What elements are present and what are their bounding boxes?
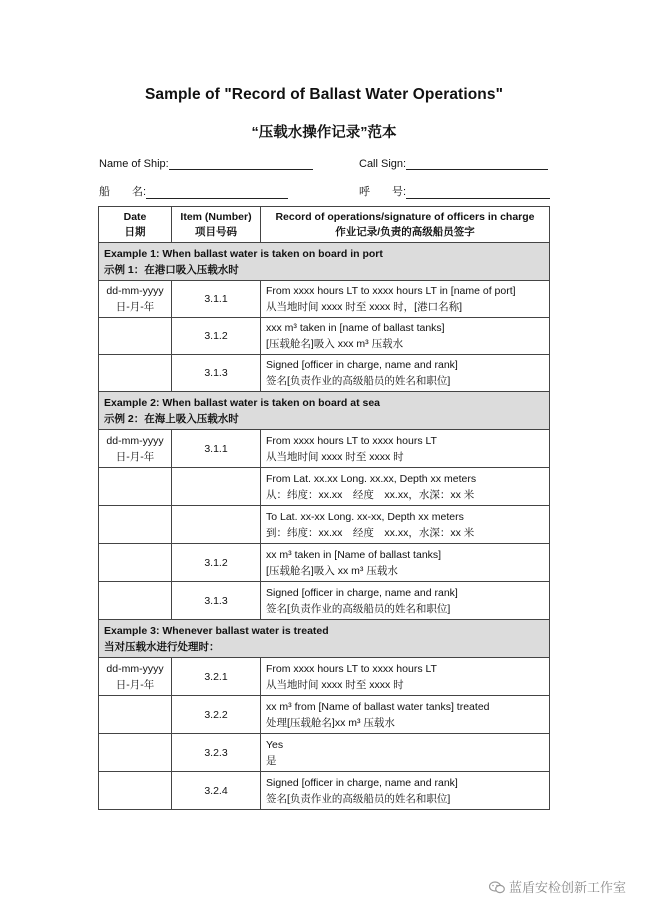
record-text-en: To Lat. xx-xx Long. xx-xx, Depth xx meters <box>266 510 464 523</box>
item-cell <box>172 318 261 355</box>
table-row <box>99 696 550 734</box>
record-cell <box>261 281 550 318</box>
date-cell <box>99 658 172 696</box>
date-cell <box>99 734 172 772</box>
item-cell <box>172 734 261 772</box>
record-text-en: Signed [officer in charge, name and rank] <box>266 359 458 371</box>
date-cell <box>99 318 172 355</box>
item-number: 3.1.1 <box>204 293 228 305</box>
record-text-zh: [压载舱名]吸入 xxx m³ 压载水 <box>266 338 404 350</box>
record-cell <box>261 544 550 582</box>
item-cell <box>172 468 261 506</box>
table-row <box>99 355 550 392</box>
record-text-zh: 签名[负责作业的高级船员的姓名和职位] <box>266 602 451 615</box>
record-text-zh: 从当地时间 xxxx 时至 xxxx 时 <box>266 678 404 691</box>
date-value-zh: 日-月-年 <box>115 301 155 313</box>
item-cell <box>172 544 261 582</box>
document-title-zh: “压载水操作记录”范本 <box>251 125 397 141</box>
table-body <box>99 243 550 810</box>
table-row <box>99 658 550 696</box>
date-cell <box>99 468 172 506</box>
section-row <box>99 243 550 281</box>
call-sign-line <box>406 157 548 170</box>
item-cell <box>172 281 261 318</box>
record-text-zh: 签名[负责作业的高级船员的姓名和职位] <box>266 375 451 387</box>
item-number: 3.2.1 <box>204 670 228 683</box>
record-cell <box>261 658 550 696</box>
table-row <box>99 281 550 318</box>
item-cell <box>172 658 261 696</box>
item-number: 3.1.3 <box>204 594 228 607</box>
date-cell <box>99 355 172 392</box>
record-text-en: From xxxx hours LT to xxxx hours LT <box>266 662 437 675</box>
date-cell <box>99 430 172 468</box>
table-row <box>99 318 550 355</box>
table-row <box>99 772 550 810</box>
date-value: dd-mm-yyyy <box>106 662 164 675</box>
record-text-en: Signed [officer in charge, name and rank] <box>266 586 458 599</box>
record-text-zh: 处理[压载舱名]xx m³ 压载水 <box>266 716 395 729</box>
date-value: dd-mm-yyyy <box>106 434 164 447</box>
date-cell <box>99 281 172 318</box>
item-cell <box>172 506 261 544</box>
ship-name-field-zh <box>99 183 288 199</box>
section-title-en: Example 2: When ballast water is taken on board at sea <box>104 396 381 409</box>
record-cell <box>261 772 550 810</box>
ship-name-field <box>99 157 313 170</box>
section-title <box>99 243 550 281</box>
date-value-zh: 日-月-年 <box>115 450 155 463</box>
ship-name-label: Name of Ship: <box>99 158 169 170</box>
item-cell <box>172 696 261 734</box>
record-text-zh: 是 <box>266 754 277 767</box>
item-number: 3.1.2 <box>204 556 228 569</box>
ship-name-label-zh: 船 名: <box>99 186 147 198</box>
ship-name-line <box>169 157 313 170</box>
section-title <box>99 392 550 430</box>
table-row <box>99 544 550 582</box>
date-cell <box>99 544 172 582</box>
record-cell <box>261 582 550 620</box>
record-text-en: From xxxx hours LT to xxxx hours LT in [name of port] <box>266 285 516 297</box>
table-header-row <box>99 207 550 243</box>
section-row <box>99 620 550 658</box>
call-sign-field <box>359 157 548 170</box>
item-cell <box>172 430 261 468</box>
header-date: Date 日期 <box>99 207 172 243</box>
record-text-zh: 从当地时间 xxxx 时至 xxxx 时 <box>266 450 404 463</box>
document-title: Sample of "Record of Ballast Water Operations" <box>144 86 504 103</box>
record-cell <box>261 506 550 544</box>
header-item: Item (Number) 项目号码 <box>172 207 261 243</box>
call-sign-label: Call Sign: <box>359 158 407 170</box>
date-cell <box>99 582 172 620</box>
item-cell <box>172 772 261 810</box>
section-title-zh: 示例 2：在海上吸入压载水时 <box>104 412 239 425</box>
header-record: Record of operations/signature of officers in charge 作业记录/负责的高级船员签字 <box>261 207 550 243</box>
record-text-en: xx m³ taken in [Name of ballast tanks] <box>266 548 442 561</box>
call-sign-line-zh <box>406 186 550 199</box>
section-title-en: Example 3: Whenever ballast water is treated <box>104 624 329 637</box>
date-cell <box>99 696 172 734</box>
table-row <box>99 430 550 468</box>
record-text-zh: 签名[负责作业的高级船员的姓名和职位] <box>266 792 451 805</box>
date-cell <box>99 506 172 544</box>
record-text-en: From xxxx hours LT to xxxx hours LT <box>266 434 437 447</box>
date-value-zh: 日-月-年 <box>115 678 155 691</box>
record-text-en: xx m³ from [Name of ballast water tanks] treated <box>266 700 490 713</box>
table-row <box>99 468 550 506</box>
record-text-zh: [压载舱名]吸入 xx m³ 压载水 <box>266 564 398 577</box>
record-cell <box>261 468 550 506</box>
call-sign-label-zh: 呼 号: <box>359 186 407 198</box>
date-cell <box>99 772 172 810</box>
section-title <box>99 620 550 658</box>
call-sign-field-zh <box>359 183 550 199</box>
record-text-en: Yes <box>266 738 284 751</box>
table-row <box>99 582 550 620</box>
item-cell <box>172 582 261 620</box>
record-cell <box>261 430 550 468</box>
watermark <box>489 877 626 896</box>
record-text-zh: 从：纬度：xx.xx 经度 xx.xx，水深：xx 米 <box>266 488 475 501</box>
record-cell <box>261 355 550 392</box>
table-row <box>99 734 550 772</box>
record-text-en: Signed [officer in charge, name and rank] <box>266 776 458 789</box>
item-number: 3.2.3 <box>204 746 228 759</box>
section-title-zh: 当对压载水进行处理时： <box>104 640 220 653</box>
item-number: 3.1.1 <box>204 442 228 455</box>
item-number: 3.1.2 <box>204 330 228 342</box>
record-text-en: xxx m³ taken in [name of ballast tanks] <box>266 322 445 334</box>
wechat-icon <box>489 881 505 894</box>
record-text-zh: 从当地时间 xxxx 时至 xxxx 时，[港口名称] <box>266 301 463 313</box>
date-value: dd-mm-yyyy <box>106 285 164 297</box>
record-text-zh: 到：纬度：xx.xx 经度 xx.xx，水深：xx 米 <box>266 526 475 539</box>
record-cell <box>261 318 550 355</box>
item-cell <box>172 355 261 392</box>
ballast-record-table <box>98 206 550 810</box>
section-title-zh: 示例 1：在港口吸入压载水时 <box>104 263 239 276</box>
section-row <box>99 392 550 430</box>
watermark-text: 蓝盾安检创新工作室 <box>508 881 626 896</box>
section-title-en: Example 1: When ballast water is taken on board in port <box>104 247 383 260</box>
table-row <box>99 506 550 544</box>
record-cell <box>261 734 550 772</box>
item-number: 3.2.4 <box>204 784 228 797</box>
ship-name-line-zh <box>146 186 288 199</box>
record-text-en: From Lat. xx.xx Long. xx.xx, Depth xx meters <box>266 472 477 485</box>
item-number: 3.1.3 <box>204 367 228 379</box>
item-number: 3.2.2 <box>204 708 228 721</box>
record-cell <box>261 696 550 734</box>
